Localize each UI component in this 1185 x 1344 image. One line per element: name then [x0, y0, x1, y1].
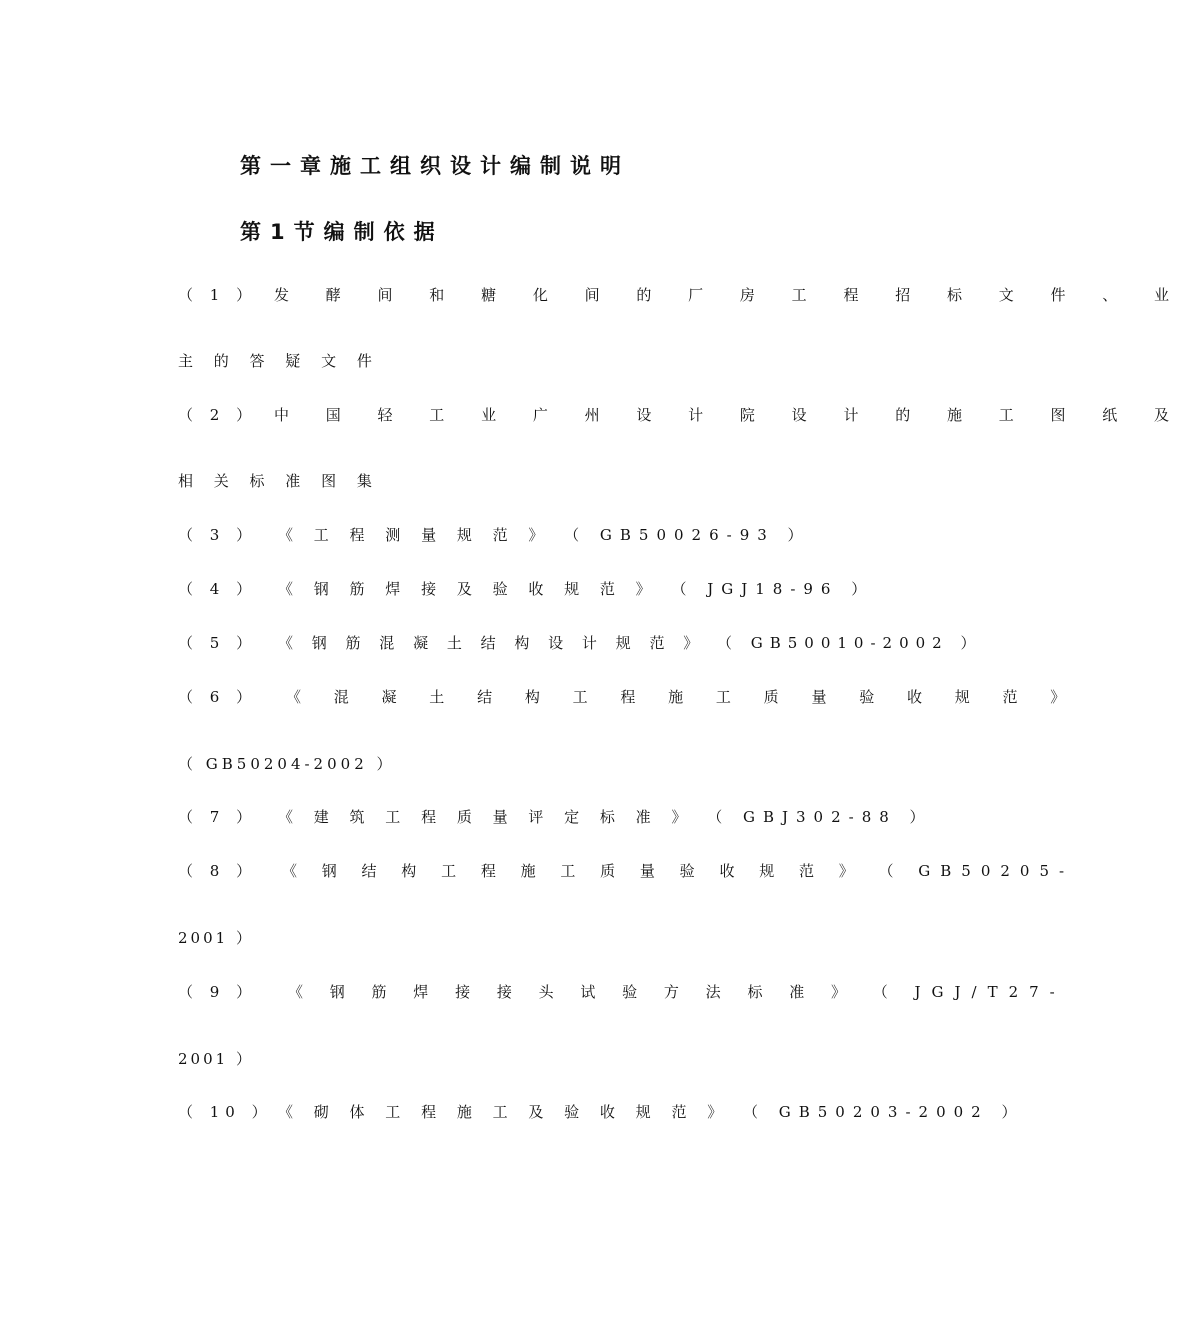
item-text: 中 国 轻 工 业 广 州 设 计 院 设 计 的 施 工 图 纸 及 [274, 406, 1185, 424]
item-text: 《 建 筑 工 程 质 量 评 定 标 准 》 （ GBJ302-88 ） [278, 808, 933, 826]
item-text: 《 钢 筋 焊 接 接 头 试 验 方 法 标 准 》 （ JGJ/T27- [288, 983, 1066, 1001]
item-number: （ 5 ） [178, 634, 258, 652]
item-continuation: 相 关 标 准 图 集 [178, 472, 380, 490]
chapter-title: 第一章施工组织设计编制说明 [240, 154, 630, 178]
item-text: 《 钢 结 构 工 程 施 工 质 量 验 收 规 范 》 （ GB50205- [282, 862, 1075, 880]
item-continuation: 主 的 答 疑 文 件 [178, 352, 380, 370]
item-continuation: 2001 ） [178, 1050, 254, 1068]
item-continuation: （ GB50204-2002 ） [178, 755, 396, 773]
item-text: 发 酵 间 和 糖 化 间 的 厂 房 工 程 招 标 文 件 、 业 [274, 286, 1185, 304]
item-number: （ 9 ） [178, 983, 258, 1001]
item-continuation: 2001 ） [178, 929, 254, 947]
item-text: 《 混 凝 土 结 构 工 程 施 工 质 量 验 收 规 范 》 [286, 688, 1080, 706]
item-number: （ 3 ） [178, 526, 258, 544]
item-number: （ 2 ） [178, 406, 258, 424]
item-number: （ 8 ） [178, 862, 258, 880]
item-text: 《 钢 筋 混 凝 土 结 构 设 计 规 范 》 （ GB50010-2002 ） [278, 634, 983, 652]
item-number: （ 10 ） [178, 1103, 273, 1121]
item-number: （ 1 ） [178, 286, 258, 304]
item-text: 《 工 程 测 量 规 范 》 （ GB50026-93 ） [278, 526, 811, 544]
item-number: （ 4 ） [178, 580, 258, 598]
item-text: 《 钢 筋 焊 接 及 验 收 规 范 》 （ JGJ18-96 ） [278, 580, 875, 598]
item-number: （ 6 ） [178, 688, 258, 706]
item-number: （ 7 ） [178, 808, 258, 826]
item-text: 《 砌 体 工 程 施 工 及 验 收 规 范 》 （ GB50203-2002 ） [278, 1103, 1025, 1121]
section-title: 第1节编制依据 [240, 220, 444, 244]
